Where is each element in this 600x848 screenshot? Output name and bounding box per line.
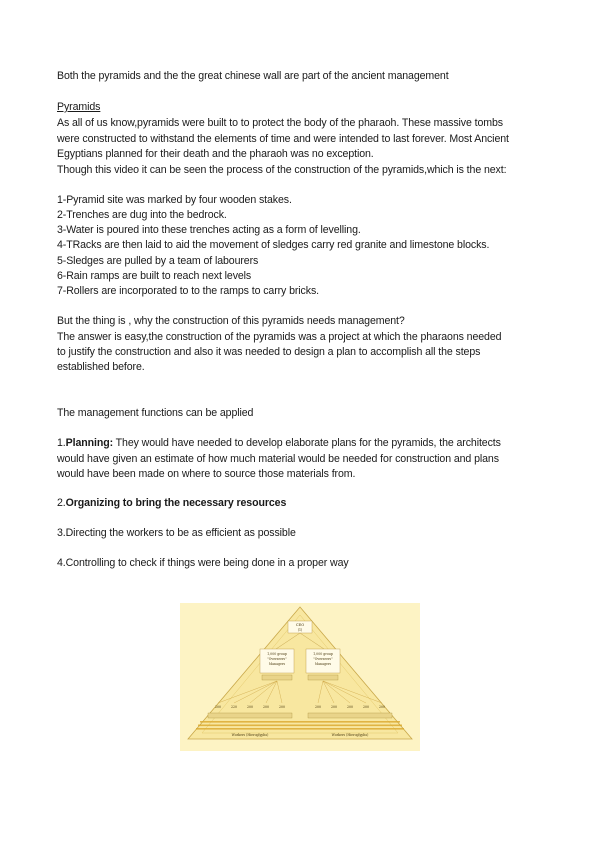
hieroglyph-strip <box>262 675 292 680</box>
overseer-right-line: Managers <box>314 662 332 666</box>
controlling-line: 4.Controlling to check if things were being done in a proper way <box>57 557 349 569</box>
planning-line <box>57 436 501 451</box>
hieroglyph-strip <box>308 713 392 718</box>
paragraph-line: established before. <box>57 361 145 373</box>
step-item: 7-Rollers are incorporated to to the ramps to carry bricks. <box>57 285 319 297</box>
organizing-number: 2. <box>57 497 66 509</box>
functions-intro: The management functions can be applied <box>57 407 254 419</box>
pyramids-heading: Pyramids <box>57 101 101 113</box>
step-item: 2-Trenches are dug into the bedrock. <box>57 209 227 221</box>
worker-value: 220 <box>230 705 238 709</box>
paragraph-line: were constructed to withstand the elements of time and were intended to last forever. Most Ancient <box>57 133 509 145</box>
worker-value: 200 <box>362 705 370 709</box>
step-item: 6-Rain ramps are built to reach next levels <box>57 270 252 282</box>
step-item: 1-Pyramid site was marked by four wooden stakes. <box>57 194 292 206</box>
step-item: 4-TRacks are then laid to aid the movement of sledges carry red granite and limestone blocks. <box>57 239 490 251</box>
planning-label: Planning: <box>65 437 113 449</box>
planning-line: would have been made on where to source those materials from. <box>57 468 356 480</box>
paragraph-line: The answer is easy,the construction of the pyramids was a project at which the pharaons needed <box>57 331 502 343</box>
worker-value: 200 <box>314 705 322 709</box>
step-item: 3-Water is poured into these trenches acting as a form of levelling. <box>57 224 361 236</box>
pyramid-diagram <box>180 603 420 751</box>
pyramid-hierarchy-figure <box>180 603 420 751</box>
paragraph-line: to justify the construction and also it was needed to design a plan to accomplish all the steps <box>57 346 481 358</box>
paragraph-line: But the thing is , why the construction of this pyramids needs management? <box>57 315 405 327</box>
overseer-left-line: 1,000 group <box>267 652 287 656</box>
worker-value: 200 <box>278 705 286 709</box>
directing-line: 3.Directing the workers to be as efficient as possible <box>57 527 296 539</box>
planning-line: would have given an estimate of how much material would be needed for construction and plans <box>57 453 499 465</box>
worker-value: 200 <box>346 705 354 709</box>
organizing-line <box>57 496 286 511</box>
step-item: 5-Sledges are pulled by a team of labourers <box>57 255 259 267</box>
paragraph-line: As all of us know,pyramids were built to to protect the body of the pharaoh. These massive tombs <box>57 117 503 129</box>
overseer-left-line: "Overseers" <box>267 657 287 661</box>
ceo-sub: (1) <box>297 628 303 632</box>
worker-value: 200 <box>262 705 270 709</box>
worker-value: 200 <box>378 705 386 709</box>
overseer-right-line: 1,000 group <box>313 652 333 656</box>
worker-value: 200 <box>330 705 338 709</box>
hieroglyph-strip <box>308 675 338 680</box>
worker-dots <box>196 721 404 730</box>
worker-value: 200 <box>214 705 222 709</box>
paragraph-line: Egyptians planned for their death and the pharaoh was no exception. <box>57 148 374 160</box>
planning-text: They would have needed to develop elaborate plans for the pyramids, the architects <box>113 437 501 449</box>
workers-label-right: Workers (Hieroglyphs) <box>331 733 369 737</box>
overseer-left-line: Managers <box>268 662 286 666</box>
organizing-label: Organizing to bring the necessary resources <box>65 497 287 509</box>
workers-label-left: Workers (Hieroglyphs) <box>231 733 269 737</box>
planning-number: 1. <box>57 437 66 449</box>
worker-value: 200 <box>246 705 254 709</box>
overseer-right-line: "Overseers" <box>313 657 333 661</box>
ceo-label: CEO <box>295 623 305 627</box>
paragraph-line: Though this video it can be seen the process of the construction of the pyramids,which is the next: <box>57 164 507 176</box>
hieroglyph-strip <box>208 713 292 718</box>
intro-line: Both the pyramids and the the great chinese wall are part of the ancient management <box>57 70 449 82</box>
